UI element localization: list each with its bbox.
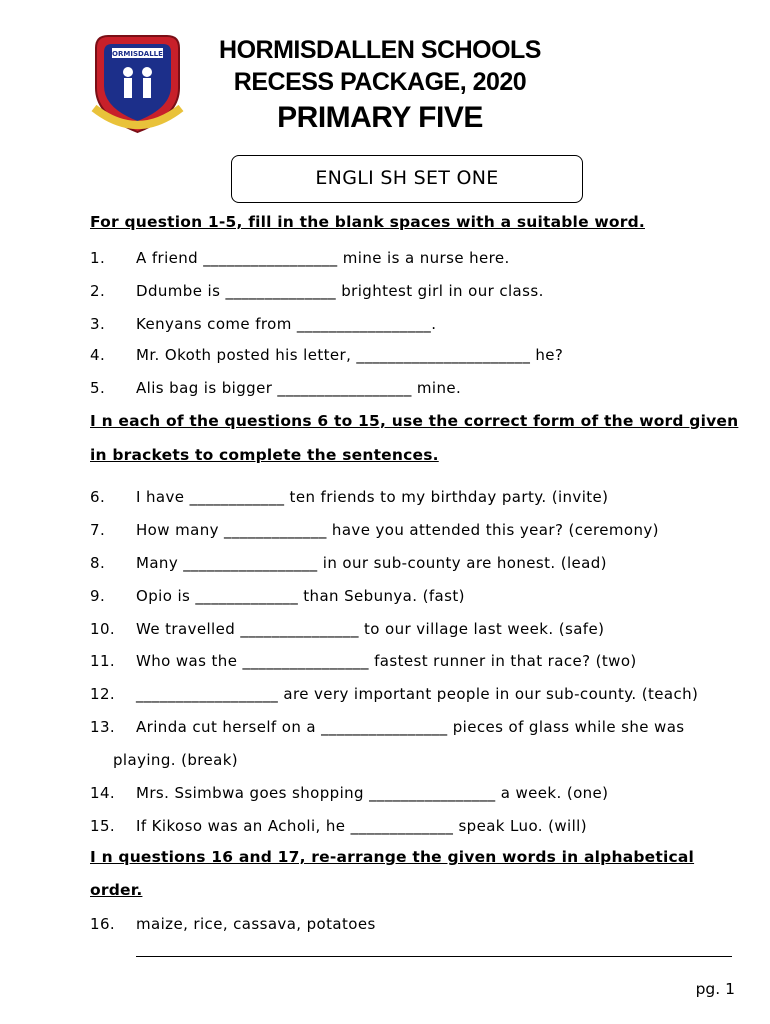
question-text: maize, rice, cassava, potatoes: [136, 915, 376, 933]
section1-instruction: For question 1-5, fill in the blank spaces with a suitable word.: [90, 213, 645, 231]
question-text: Kenyans come from _________________.: [136, 315, 437, 333]
question-number: 16.: [90, 915, 116, 933]
question-text: We travelled _______________ to our village last week. (safe): [136, 620, 605, 638]
question-13: [90, 718, 685, 736]
question-7: [90, 521, 659, 539]
section2-instruction: I n each of the questions 6 to 15, use the correct form of the word given: [90, 412, 739, 430]
question-number: 1.: [90, 249, 106, 267]
question-number: 9.: [90, 587, 106, 605]
question-number: 10.: [90, 620, 116, 638]
question-text: __________________ are very important people in our sub-county. (teach): [136, 685, 699, 703]
question-16: [90, 915, 376, 933]
question-text: How many _____________ have you attended this year? (ceremony): [136, 521, 659, 539]
question-15: [90, 817, 587, 835]
question-9: [90, 587, 465, 605]
question-number: 13.: [90, 718, 116, 736]
question-number: 2.: [90, 282, 106, 300]
question-6: [90, 488, 608, 506]
section3-instruction-cont: order.: [90, 881, 143, 899]
question-text: A friend _________________ mine is a nurse here.: [136, 249, 510, 267]
page-number: pg. 1: [695, 980, 735, 998]
question-text: Ddumbe is ______________ brightest girl in our class.: [136, 282, 544, 300]
question-text: Many _________________ in our sub-county are honest. (lead): [136, 554, 607, 572]
school-crest-icon: [90, 30, 185, 140]
question-12: [90, 685, 698, 703]
school-header: [190, 34, 570, 138]
question-number: 7.: [90, 521, 106, 539]
question-text: Who was the ________________ fastest runner in that race? (two): [136, 652, 637, 670]
question-number: 5.: [90, 379, 106, 397]
section3-instruction: I n questions 16 and 17, re-arrange the given words in alphabetical: [90, 848, 695, 866]
question-number: 4.: [90, 346, 106, 364]
section2-instruction-cont: in brackets to complete the sentences.: [90, 446, 439, 464]
question-number: 8.: [90, 554, 106, 572]
question-3: [90, 315, 436, 333]
question-text: Arinda cut herself on a ________________ pieces of glass while she was: [136, 718, 685, 736]
question-text: Alis bag is bigger _________________ mine.: [136, 379, 462, 397]
question-text: Mr. Okoth posted his letter, ______________________ he?: [136, 346, 564, 364]
question-5: [90, 379, 461, 397]
question-11: [90, 652, 637, 670]
answer-line: [136, 956, 732, 957]
question-2: [90, 282, 544, 300]
package-title: RECESS PACKAGE, 2020: [233, 68, 527, 96]
question-10: [90, 620, 604, 638]
school-name: HORMISDALLEN SCHOOLS: [219, 36, 541, 64]
question-4: [90, 346, 563, 364]
crest-name-text: HORMISDALLEN: [106, 50, 169, 58]
question-text: Opio is _____________ than Sebunya. (fast): [136, 587, 465, 605]
question-number: 11.: [90, 652, 116, 670]
question-1: [90, 249, 510, 267]
question-text: If Kikoso was an Acholi, he _____________ speak Luo. (will): [136, 817, 587, 835]
set-title-box: [231, 155, 583, 203]
question-14: [90, 784, 608, 802]
question-8: [90, 554, 607, 572]
class-title: PRIMARY FIVE: [277, 101, 483, 134]
question-number: 3.: [90, 315, 106, 333]
question-number: 15.: [90, 817, 116, 835]
question-number: 6.: [90, 488, 106, 506]
question-number: 14.: [90, 784, 116, 802]
question-text: Mrs. Ssimbwa goes shopping ________________ a week. (one): [136, 784, 609, 802]
set-title: ENGLI SH SET ONE: [315, 167, 499, 189]
question-13-continuation: playing. (break): [113, 751, 239, 769]
question-text: I have ____________ ten friends to my birthday party. (invite): [136, 488, 609, 506]
question-number: 12.: [90, 685, 116, 703]
